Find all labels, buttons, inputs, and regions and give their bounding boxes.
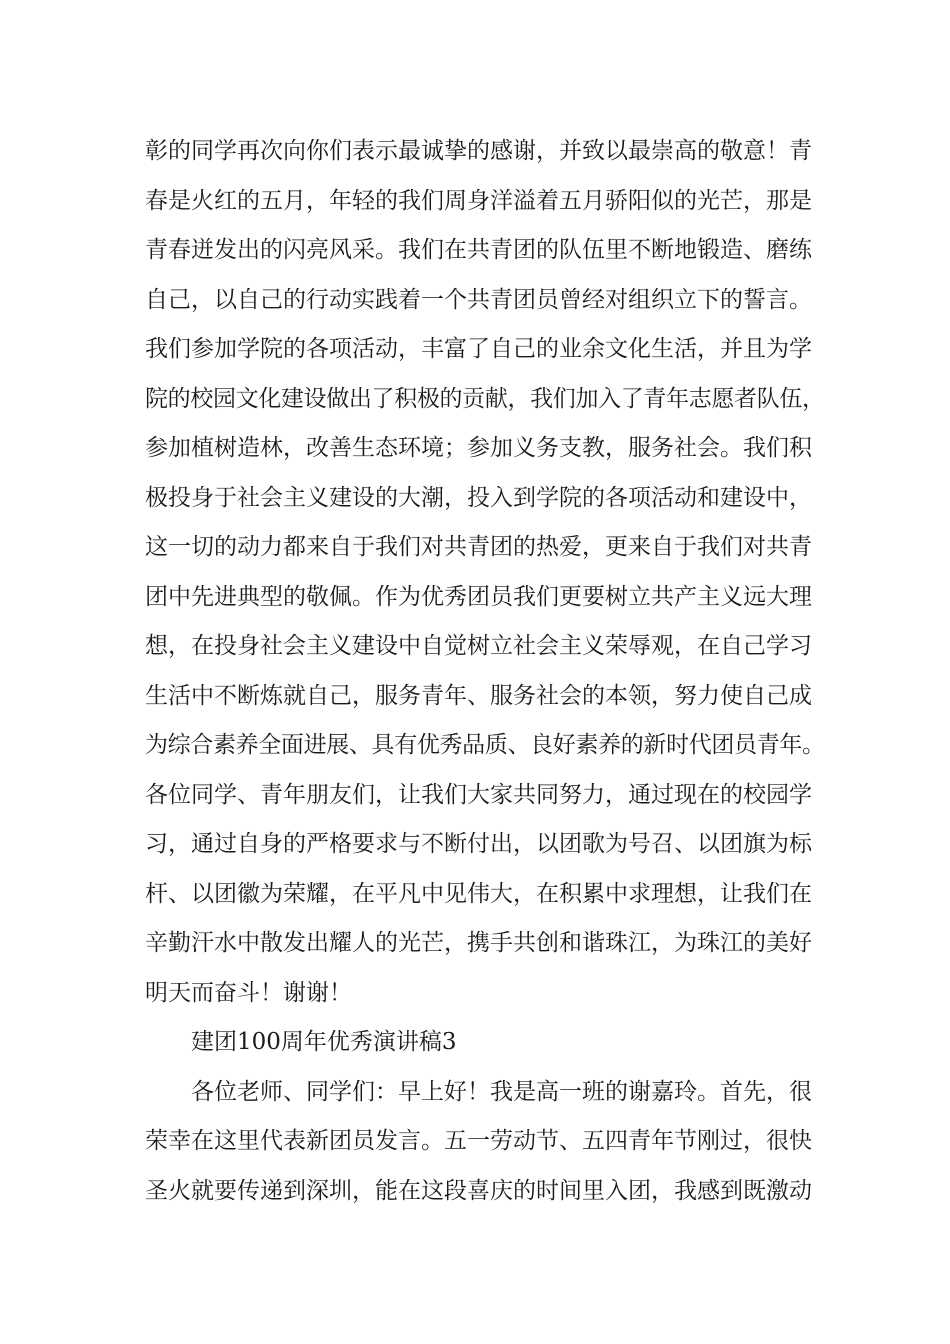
text-line: 院的校园文化建设做出了积极的贡献，我们加入了青年志愿者队伍，	[145, 385, 825, 412]
text-line: 春是火红的五月，年轻的我们周身洋溢着五月骄阳似的光芒，那是	[145, 187, 812, 214]
document-body	[145, 127, 825, 1216]
text-line: 为综合素养全面进展、具有优秀品质、良好素养的新时代团员青年。	[145, 732, 825, 758]
paragraph-start-line: 各位老师、同学们：早上好！我是高一班的谢嘉玲。首先，很	[191, 1078, 812, 1105]
section-heading: 建团100周年优秀演讲稿3	[191, 1029, 457, 1055]
text-line: 圣火就要传递到深圳，能在这段喜庆的时间里入团，我感到既激动	[145, 1177, 812, 1204]
text-line: 彰的同学再次向你们表示最诚挚的感谢，并致以最崇高的敬意！青	[145, 138, 812, 164]
text-line: 杆、以团徽为荣耀，在平凡中见伟大，在积累中求理想，让我们在	[145, 880, 812, 907]
text-line: 自己，以自己的行动实践着一个共青团员曾经对组织立下的誓言。	[145, 286, 812, 313]
text-line: 团中先进典型的敬佩。作为优秀团员我们更要树立共产主义远大理	[145, 583, 812, 610]
text-line: 这一切的动力都来自于我们对共青团的热爱，更来自于我们对共青	[145, 534, 812, 560]
text-line: 青春迸发出的闪亮风采。我们在共青团的队伍里不断地锻造、磨练	[145, 237, 812, 263]
text-line: 明天而奋斗！谢谢！	[145, 979, 352, 1006]
text-line: 生活中不断炼就自己，服务青年、服务社会的本领，努力使自己成	[145, 682, 812, 709]
text-line: 极投身于社会主义建设的大潮，投入到学院的各项活动和建设中，	[145, 484, 812, 511]
text-line: 我们参加学院的各项活动，丰富了自己的业余文化生活，并且为学	[145, 336, 812, 362]
text-line: 辛勤汗水中散发出耀人的光芒，携手共创和谐珠江，为珠江的美好	[145, 930, 812, 956]
text-line: 习，通过自身的严格要求与不断付出，以团歌为号召、以团旗为标	[145, 831, 812, 857]
text-line: 参加植树造林，改善生态环境；参加义务支教，服务社会。我们积	[145, 435, 812, 461]
text-line: 各位同学、青年朋友们，让我们大家共同努力，通过现在的校园学	[145, 781, 812, 808]
text-line: 荣幸在这里代表新团员发言。五一劳动节、五四青年节刚过，很快	[145, 1128, 812, 1154]
text-line: 想，在投身社会主义建设中自觉树立社会主义荣辱观，在自己学习	[145, 633, 812, 659]
